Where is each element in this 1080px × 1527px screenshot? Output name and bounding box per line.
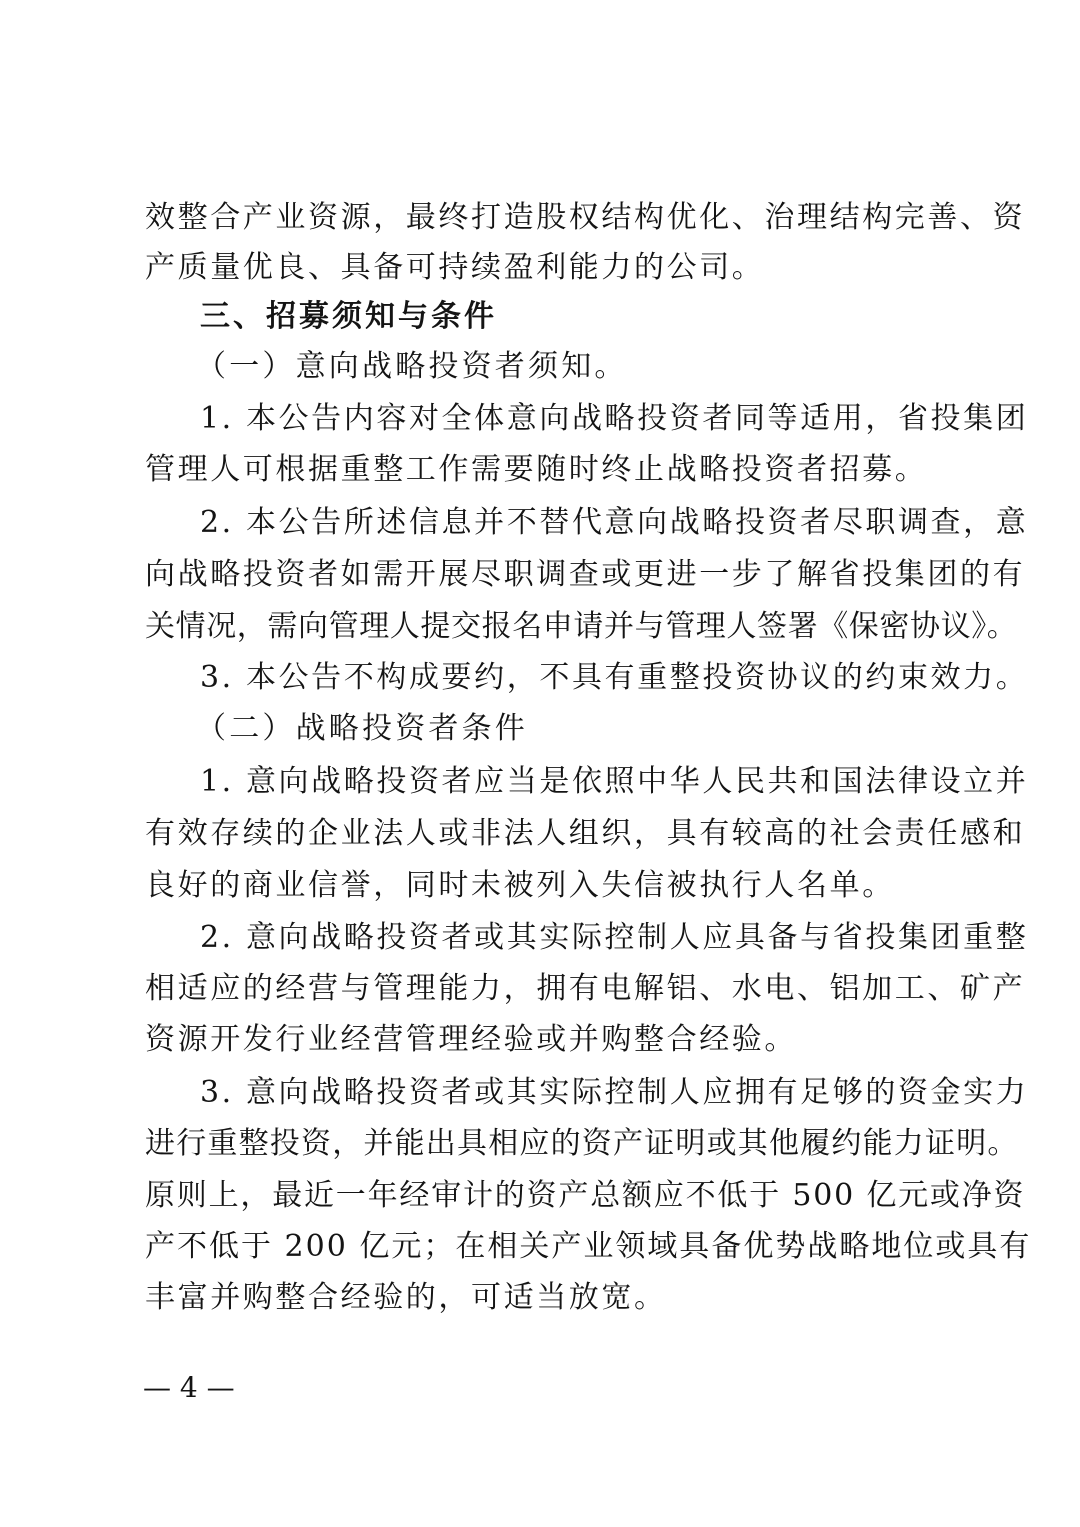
body-line: 产不低于 200 亿元；在相关产业领域具备优势战略地位或具有 — [145, 1229, 1032, 1264]
body-line: 管理人可根据重整工作需要随时终止战略投资者招募。 — [145, 452, 928, 487]
body-line: 丰富并购整合经验的，可适当放宽。 — [145, 1280, 667, 1315]
body-line: 良好的商业信誉，同时未被列入失信被执行人名单。 — [145, 868, 895, 903]
body-line: 产质量优良、具备可持续盈利能力的公司。 — [145, 250, 765, 285]
section-heading: 三、招募须知与条件 — [200, 299, 497, 334]
page-number: — 4 — — [143, 1371, 235, 1404]
body-line: 原则上，最近一年经审计的资产总额应不低于 500 亿元或净资 — [145, 1178, 1026, 1213]
body-line: 有效存续的企业法人或非法人组织，具有较高的社会责任感和 — [145, 816, 1026, 851]
body-line: 相适应的经营与管理能力，拥有电解铝、水电、铝加工、矿产 — [145, 971, 1026, 1006]
body-line: 1. 意向战略投资者应当是依照中华人民共和国法律设立并 — [200, 764, 1029, 799]
body-line: 向战略投资者如需开展尽职调查或更进一步了解省投集团的有 — [145, 557, 1026, 592]
body-line: 3. 本公告不构成要约，不具有重整投资协议的约束效力。 — [200, 660, 1029, 695]
body-line: 资源开发行业经营管理经验或并购整合经验。 — [145, 1022, 797, 1057]
body-line: 进行重整投资，并能出具相应的资产证明或其他履约能力证明。 — [145, 1126, 1019, 1161]
subsection-heading: （二）战略投资者条件 — [196, 711, 528, 746]
body-line: 关情况，需向管理人提交报名申请并与管理人签署《保密协议》。 — [145, 609, 1018, 644]
body-line: 2. 意向战略投资者或其实际控制人应具备与省投集团重整 — [200, 920, 1029, 955]
body-line: 2. 本公告所述信息并不替代意向战略投资者尽职调查，意 — [200, 505, 1029, 540]
body-line: 1. 本公告内容对全体意向战略投资者同等适用，省投集团 — [200, 401, 1029, 436]
body-line: 3. 意向战略投资者或其实际控制人应拥有足够的资金实力 — [200, 1075, 1029, 1110]
body-line: 效整合产业资源，最终打造股权结构优化、治理结构完善、资 — [145, 200, 1026, 235]
subsection-heading: （一）意向战略投资者须知。 — [196, 349, 628, 384]
